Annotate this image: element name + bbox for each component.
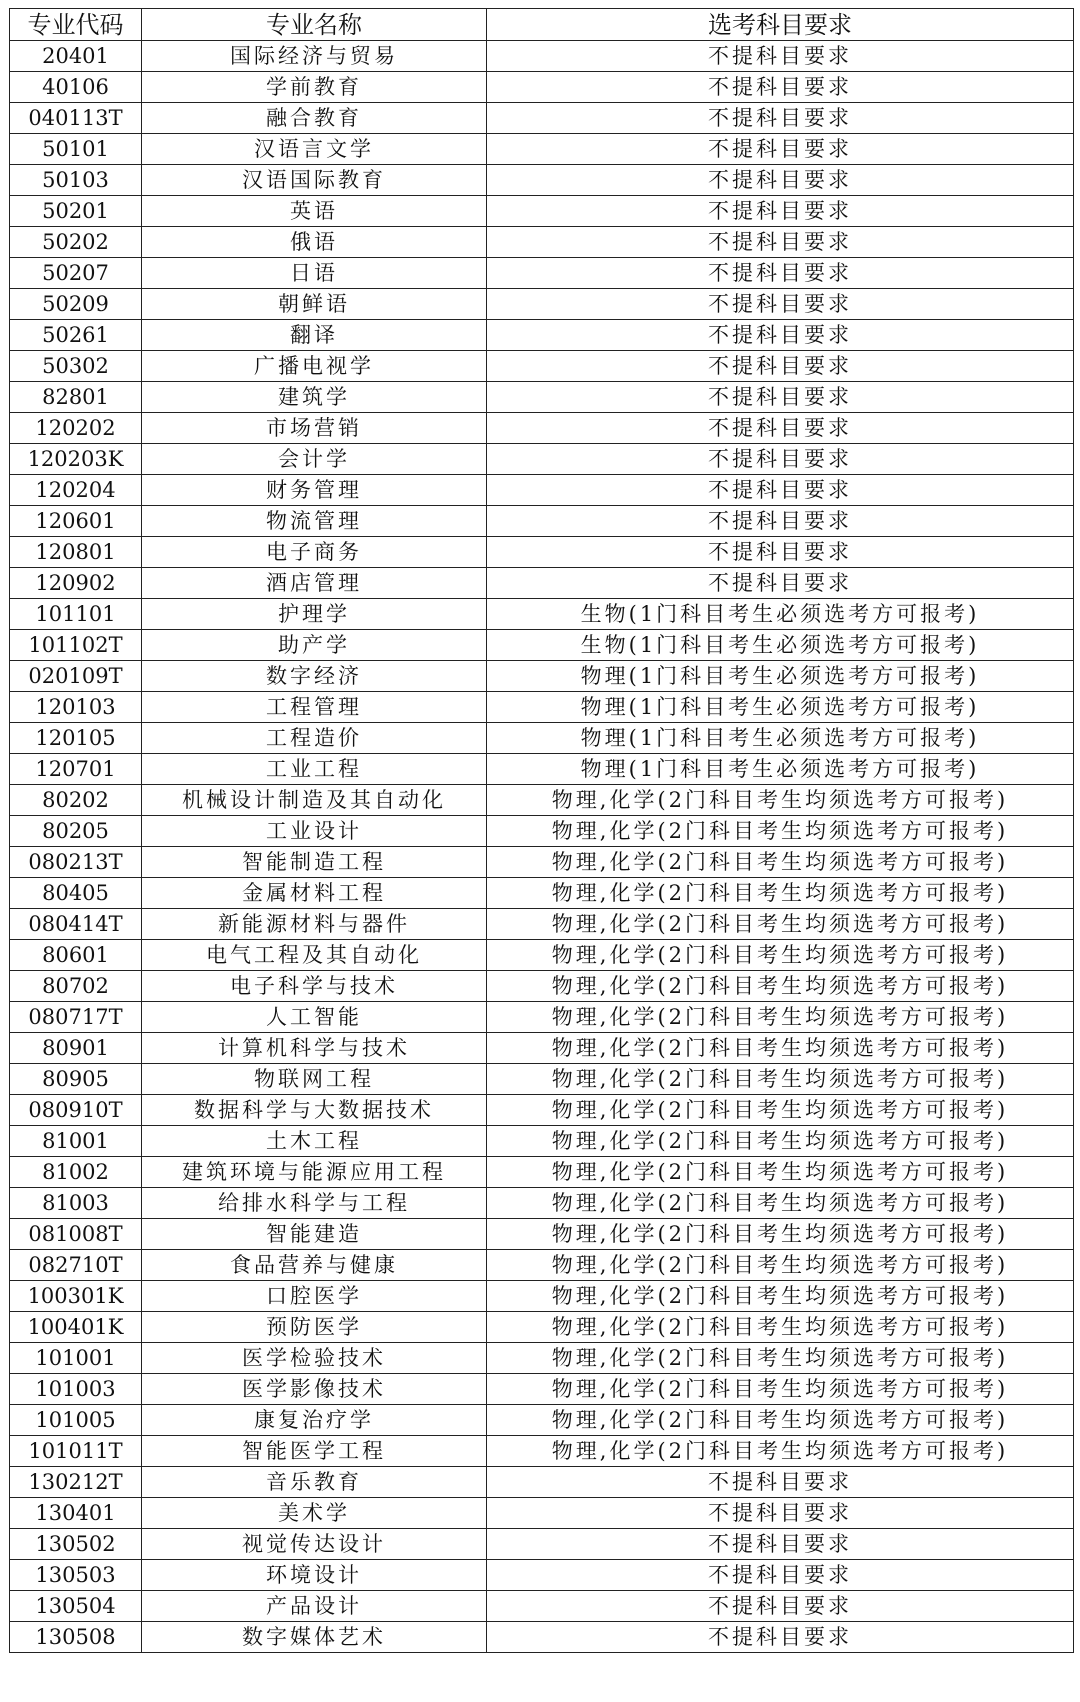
table-row [10,537,1074,568]
major-code-cell: 080910T [10,1095,142,1126]
major-name-cell: 广播电视学 [142,351,487,382]
table-row [10,971,1074,1002]
table-row [10,1219,1074,1250]
major-requirements-table [9,8,1074,1653]
table-row [10,165,1074,196]
table-row [10,1405,1074,1436]
table-row [10,785,1074,816]
major-code-cell: 100401K [10,1312,142,1343]
major-code-cell: 100301K [10,1281,142,1312]
requirement-cell: 不提科目要求 [487,1560,1074,1591]
major-name-cell: 工业工程 [142,754,487,785]
table-row [10,878,1074,909]
major-code-cell: 80205 [10,816,142,847]
requirement-cell: 生物(1门科目考生必须选考方可报考) [487,599,1074,630]
table-row [10,816,1074,847]
requirement-cell: 物理,化学(2门科目考生均须选考方可报考) [487,1343,1074,1374]
table-row [10,1281,1074,1312]
table-row [10,754,1074,785]
requirement-cell: 物理,化学(2门科目考生均须选考方可报考) [487,1219,1074,1250]
major-name-cell: 电子商务 [142,537,487,568]
major-code-cell: 50202 [10,227,142,258]
major-name-cell: 护理学 [142,599,487,630]
requirement-cell: 不提科目要求 [487,537,1074,568]
table-row [10,1126,1074,1157]
major-code-cell: 130401 [10,1498,142,1529]
major-code-cell: 120902 [10,568,142,599]
major-name-cell: 俄语 [142,227,487,258]
table-row [10,847,1074,878]
major-code-cell: 80901 [10,1033,142,1064]
major-code-cell: 101003 [10,1374,142,1405]
major-code-cell: 50101 [10,134,142,165]
requirement-cell: 物理,化学(2门科目考生均须选考方可报考) [487,1188,1074,1219]
table-row [10,1095,1074,1126]
table-row [10,940,1074,971]
major-name-cell: 翻译 [142,320,487,351]
major-name-cell: 国际经济与贸易 [142,41,487,72]
major-code-cell: 81001 [10,1126,142,1157]
table-row [10,1002,1074,1033]
table-row [10,196,1074,227]
table-row [10,568,1074,599]
requirement-cell: 物理,化学(2门科目考生均须选考方可报考) [487,1312,1074,1343]
major-name-cell: 音乐教育 [142,1467,487,1498]
header-major-code: 专业代码 [10,9,142,41]
major-name-cell: 建筑学 [142,382,487,413]
requirement-cell: 物理,化学(2门科目考生均须选考方可报考) [487,1436,1074,1467]
table-row [10,1436,1074,1467]
requirement-cell: 不提科目要求 [487,72,1074,103]
major-code-cell: 80202 [10,785,142,816]
table-row [10,661,1074,692]
table-row [10,1622,1074,1653]
major-code-cell: 120103 [10,692,142,723]
table-row [10,382,1074,413]
requirement-cell: 不提科目要求 [487,1622,1074,1653]
major-name-cell: 酒店管理 [142,568,487,599]
table-row [10,72,1074,103]
major-code-cell: 50209 [10,289,142,320]
table-row [10,1033,1074,1064]
major-name-cell: 助产学 [142,630,487,661]
table-row [10,1188,1074,1219]
table-row [10,227,1074,258]
table-row [10,444,1074,475]
requirement-cell: 不提科目要求 [487,41,1074,72]
table-row [10,134,1074,165]
requirement-cell: 物理,化学(2门科目考生均须选考方可报考) [487,1033,1074,1064]
major-code-cell: 80601 [10,940,142,971]
major-code-cell: 101101 [10,599,142,630]
requirement-cell: 不提科目要求 [487,413,1074,444]
major-code-cell: 120203K [10,444,142,475]
major-name-cell: 美术学 [142,1498,487,1529]
major-code-cell: 80405 [10,878,142,909]
major-code-cell: 120601 [10,506,142,537]
major-name-cell: 日语 [142,258,487,289]
table-row [10,630,1074,661]
major-code-cell: 080414T [10,909,142,940]
requirement-cell: 不提科目要求 [487,1529,1074,1560]
major-code-cell: 120701 [10,754,142,785]
table-row [10,1467,1074,1498]
major-name-cell: 新能源材料与器件 [142,909,487,940]
major-code-cell: 020109T [10,661,142,692]
requirement-cell: 不提科目要求 [487,227,1074,258]
table-row [10,1064,1074,1095]
major-name-cell: 学前教育 [142,72,487,103]
major-code-cell: 130503 [10,1560,142,1591]
major-name-cell: 工程造价 [142,723,487,754]
major-code-cell: 101005 [10,1405,142,1436]
major-name-cell: 医学影像技术 [142,1374,487,1405]
requirement-cell: 物理,化学(2门科目考生均须选考方可报考) [487,940,1074,971]
requirement-cell: 不提科目要求 [487,444,1074,475]
table-row [10,475,1074,506]
major-code-cell: 081008T [10,1219,142,1250]
major-name-cell: 数据科学与大数据技术 [142,1095,487,1126]
requirement-cell: 生物(1门科目考生必须选考方可报考) [487,630,1074,661]
major-code-cell: 81002 [10,1157,142,1188]
table-row [10,1343,1074,1374]
major-name-cell: 会计学 [142,444,487,475]
major-code-cell: 50302 [10,351,142,382]
major-name-cell: 工程管理 [142,692,487,723]
table-row [10,1374,1074,1405]
major-name-cell: 智能建造 [142,1219,487,1250]
requirement-cell: 物理(1门科目考生必须选考方可报考) [487,661,1074,692]
requirement-cell: 物理(1门科目考生必须选考方可报考) [487,723,1074,754]
major-code-cell: 082710T [10,1250,142,1281]
major-code-cell: 50103 [10,165,142,196]
requirement-cell: 不提科目要求 [487,382,1074,413]
major-name-cell: 朝鲜语 [142,289,487,320]
requirement-cell: 物理,化学(2门科目考生均须选考方可报考) [487,1002,1074,1033]
requirement-cell: 不提科目要求 [487,351,1074,382]
major-code-cell: 50261 [10,320,142,351]
major-name-cell: 环境设计 [142,1560,487,1591]
major-code-cell: 50207 [10,258,142,289]
table-row [10,41,1074,72]
requirement-cell: 不提科目要求 [487,475,1074,506]
requirement-cell: 物理,化学(2门科目考生均须选考方可报考) [487,909,1074,940]
major-code-cell: 130508 [10,1622,142,1653]
requirement-cell: 物理,化学(2门科目考生均须选考方可报考) [487,1064,1074,1095]
major-code-cell: 50201 [10,196,142,227]
major-code-cell: 130504 [10,1591,142,1622]
table-body [10,41,1074,1653]
major-name-cell: 工业设计 [142,816,487,847]
major-code-cell: 120202 [10,413,142,444]
major-name-cell: 市场营销 [142,413,487,444]
major-name-cell: 人工智能 [142,1002,487,1033]
requirement-cell: 物理,化学(2门科目考生均须选考方可报考) [487,1157,1074,1188]
table-row [10,351,1074,382]
major-code-cell: 120801 [10,537,142,568]
requirement-cell: 不提科目要求 [487,289,1074,320]
table-row [10,1312,1074,1343]
table-row [10,413,1074,444]
requirement-cell: 物理,化学(2门科目考生均须选考方可报考) [487,971,1074,1002]
major-name-cell: 电气工程及其自动化 [142,940,487,971]
major-code-cell: 81003 [10,1188,142,1219]
major-code-cell: 40106 [10,72,142,103]
major-name-cell: 汉语言文学 [142,134,487,165]
requirement-cell: 物理(1门科目考生必须选考方可报考) [487,754,1074,785]
table-row [10,909,1074,940]
major-name-cell: 土木工程 [142,1126,487,1157]
table-row [10,103,1074,134]
requirement-cell: 不提科目要求 [487,103,1074,134]
table-row [10,692,1074,723]
major-code-cell: 82801 [10,382,142,413]
major-name-cell: 食品营养与健康 [142,1250,487,1281]
requirement-cell: 物理,化学(2门科目考生均须选考方可报考) [487,847,1074,878]
requirement-cell: 不提科目要求 [487,196,1074,227]
major-name-cell: 财务管理 [142,475,487,506]
requirement-cell: 不提科目要求 [487,320,1074,351]
table-row [10,320,1074,351]
table-row [10,258,1074,289]
major-name-cell: 计算机科学与技术 [142,1033,487,1064]
major-code-cell: 80702 [10,971,142,1002]
major-code-cell: 040113T [10,103,142,134]
table-row [10,1560,1074,1591]
requirement-cell: 物理,化学(2门科目考生均须选考方可报考) [487,1281,1074,1312]
major-code-cell: 080213T [10,847,142,878]
requirement-cell: 物理(1门科目考生必须选考方可报考) [487,692,1074,723]
requirement-cell: 不提科目要求 [487,568,1074,599]
header-major-name: 专业名称 [142,9,487,41]
major-name-cell: 口腔医学 [142,1281,487,1312]
table-row [10,1498,1074,1529]
major-code-cell: 101011T [10,1436,142,1467]
table-row [10,1157,1074,1188]
major-code-cell: 20401 [10,41,142,72]
major-code-cell: 120204 [10,475,142,506]
major-name-cell: 数字经济 [142,661,487,692]
major-name-cell: 机械设计制造及其自动化 [142,785,487,816]
major-name-cell: 医学检验技术 [142,1343,487,1374]
major-name-cell: 视觉传达设计 [142,1529,487,1560]
major-code-cell: 130502 [10,1529,142,1560]
major-name-cell: 建筑环境与能源应用工程 [142,1157,487,1188]
requirement-cell: 不提科目要求 [487,165,1074,196]
requirement-cell: 物理,化学(2门科目考生均须选考方可报考) [487,1405,1074,1436]
major-name-cell: 物联网工程 [142,1064,487,1095]
major-name-cell: 数字媒体艺术 [142,1622,487,1653]
requirement-cell: 物理,化学(2门科目考生均须选考方可报考) [487,1095,1074,1126]
requirement-cell: 物理,化学(2门科目考生均须选考方可报考) [487,816,1074,847]
requirement-cell: 物理,化学(2门科目考生均须选考方可报考) [487,1250,1074,1281]
table-row [10,1591,1074,1622]
major-name-cell: 产品设计 [142,1591,487,1622]
requirement-cell: 不提科目要求 [487,1591,1074,1622]
major-name-cell: 预防医学 [142,1312,487,1343]
major-name-cell: 康复治疗学 [142,1405,487,1436]
table-row [10,723,1074,754]
major-name-cell: 英语 [142,196,487,227]
major-name-cell: 给排水科学与工程 [142,1188,487,1219]
requirement-cell: 不提科目要求 [487,134,1074,165]
table-row [10,1250,1074,1281]
requirement-cell: 物理,化学(2门科目考生均须选考方可报考) [487,878,1074,909]
major-name-cell: 智能医学工程 [142,1436,487,1467]
requirement-cell: 物理,化学(2门科目考生均须选考方可报考) [487,785,1074,816]
requirement-cell: 物理,化学(2门科目考生均须选考方可报考) [487,1374,1074,1405]
table-row [10,289,1074,320]
table-row [10,506,1074,537]
major-code-cell: 101001 [10,1343,142,1374]
requirement-cell: 不提科目要求 [487,506,1074,537]
table-header-row [10,9,1074,41]
major-name-cell: 融合教育 [142,103,487,134]
major-name-cell: 物流管理 [142,506,487,537]
major-name-cell: 汉语国际教育 [142,165,487,196]
requirement-cell: 不提科目要求 [487,258,1074,289]
major-code-cell: 130212T [10,1467,142,1498]
major-name-cell: 电子科学与技术 [142,971,487,1002]
requirement-cell: 物理,化学(2门科目考生均须选考方可报考) [487,1126,1074,1157]
requirement-cell: 不提科目要求 [487,1467,1074,1498]
header-subject-requirement: 选考科目要求 [487,9,1074,41]
requirement-cell: 不提科目要求 [487,1498,1074,1529]
table-row [10,599,1074,630]
major-code-cell: 80905 [10,1064,142,1095]
table-row [10,1529,1074,1560]
major-code-cell: 080717T [10,1002,142,1033]
major-name-cell: 金属材料工程 [142,878,487,909]
major-code-cell: 120105 [10,723,142,754]
major-code-cell: 101102T [10,630,142,661]
major-name-cell: 智能制造工程 [142,847,487,878]
